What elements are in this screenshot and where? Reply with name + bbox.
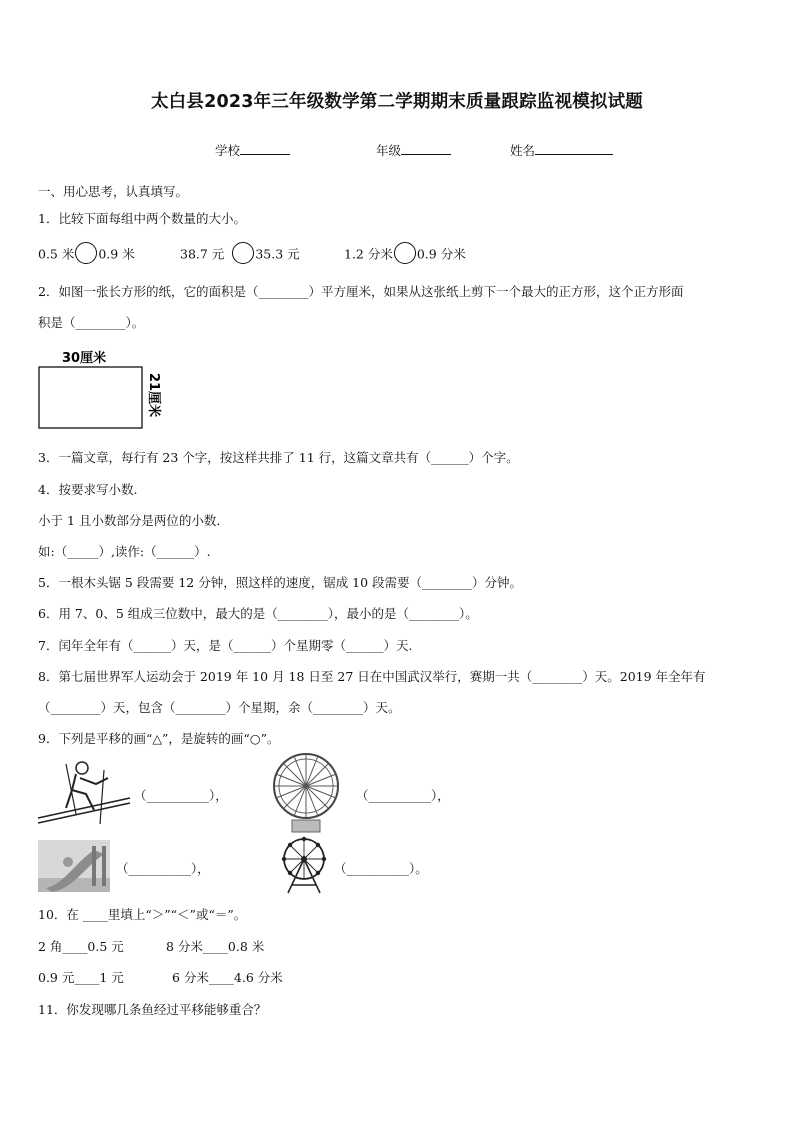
compare-item: 0.9 元____1 元	[38, 970, 124, 985]
section-heading: 一、用心思考，认真填写。	[38, 184, 189, 199]
compare-item: 6 分米____4.6 分米	[172, 970, 283, 985]
question-4-line1: 4．按要求写小数.	[38, 482, 138, 497]
answer-blank-2[interactable]: （__________），	[356, 788, 450, 803]
question-4-line3: 如:（_____）,读作:（______）.	[38, 544, 211, 559]
grade-underline[interactable]	[401, 142, 451, 155]
compare-right-1: 0.9 米	[98, 246, 135, 262]
question-7: 7．闰年全年有（______）天，是（______）个星期零（______）天.	[38, 638, 413, 653]
compare-row	[344, 244, 466, 266]
page-title: 太白县2023年三年级数学第二学期期末质量跟踪监视模拟试题	[150, 92, 643, 112]
name-label: 姓名	[510, 143, 536, 158]
question-1: 1．比较下面每组中两个数量的大小。	[38, 211, 246, 226]
compare-right-2: 35.3 元	[255, 246, 300, 262]
name-underline[interactable]	[535, 142, 613, 155]
question-6: 6．用 7、0、5 组成三位数中，最大的是（________），最小的是（________）。	[38, 606, 478, 621]
question-5: 5．一根木头锯 5 段需要 12 分钟，照这样的速度，锯成 10 段需要（________）分钟。	[38, 575, 523, 590]
compare-right-3: 0.9 分米	[416, 246, 466, 262]
rectangle-shape	[39, 367, 142, 428]
answer-blank-4[interactable]: （__________）。	[334, 861, 428, 876]
rectangle-figure	[36, 346, 176, 432]
compare-circle-2[interactable]	[232, 242, 254, 264]
compare-item: 8 分米____0.8 米	[166, 939, 265, 954]
school-underline[interactable]	[240, 142, 290, 155]
compare-row	[38, 244, 135, 266]
answer-blank-1[interactable]: （__________），	[134, 788, 228, 803]
question-4-line2: 小于 1 且小数部分是两位的小数．	[38, 513, 229, 528]
school-label: 学校	[215, 143, 241, 158]
question-2-line1: 2．如图一张长方形的纸，它的面积是（________）平方厘米，如果从这张纸上剪下一个最大的正方形，这个正方形面	[38, 284, 684, 299]
question-11: 11．你发现哪几条鱼经过平移能够重合？	[38, 1002, 267, 1017]
question-2-line2: 积是（________）。	[38, 315, 145, 330]
compare-circle-1[interactable]	[75, 242, 97, 264]
skier-image	[36, 756, 132, 828]
question-9: 9．下列是平移的画“△”，是旋转的画“○”。	[38, 731, 280, 746]
compare-item: 2 角____0.5 元	[38, 939, 124, 954]
question-3: 3．一篇文章，每行有 23 个字，按这样共排了 11 行，这篇文章共有（______）个字。	[38, 450, 519, 465]
rect-width-label: 30厘米	[62, 351, 107, 366]
grade-field[interactable]	[376, 141, 451, 159]
ferris-wheel-image	[276, 835, 332, 895]
wheel-image	[270, 752, 342, 834]
question-8-line2: （________）天，包含（________）个星期，余（________）天。	[38, 700, 401, 715]
slide-image	[38, 840, 110, 892]
compare-left-3: 1.2 分米	[344, 246, 393, 262]
question-10: 10．在 ____里填上“＞”“＜”或“＝”。	[38, 907, 247, 922]
compare-left-1: 0.5 米	[38, 246, 75, 262]
school-field[interactable]	[215, 141, 290, 159]
compare-left-2: 38.7 元	[180, 246, 225, 262]
answer-blank-3[interactable]: （__________），	[116, 861, 210, 876]
compare-circle-3[interactable]	[394, 242, 416, 264]
question-8-line1: 8．第七届世界军人运动会于 2019 年 10 月 18 日至 27 日在中国武汉举行，赛期一共（________）天。2019 年全年有	[38, 669, 706, 684]
grade-label: 年级	[376, 143, 402, 158]
compare-row	[180, 244, 300, 266]
rect-height-label: 21厘米	[146, 373, 161, 418]
name-field[interactable]	[510, 141, 613, 159]
